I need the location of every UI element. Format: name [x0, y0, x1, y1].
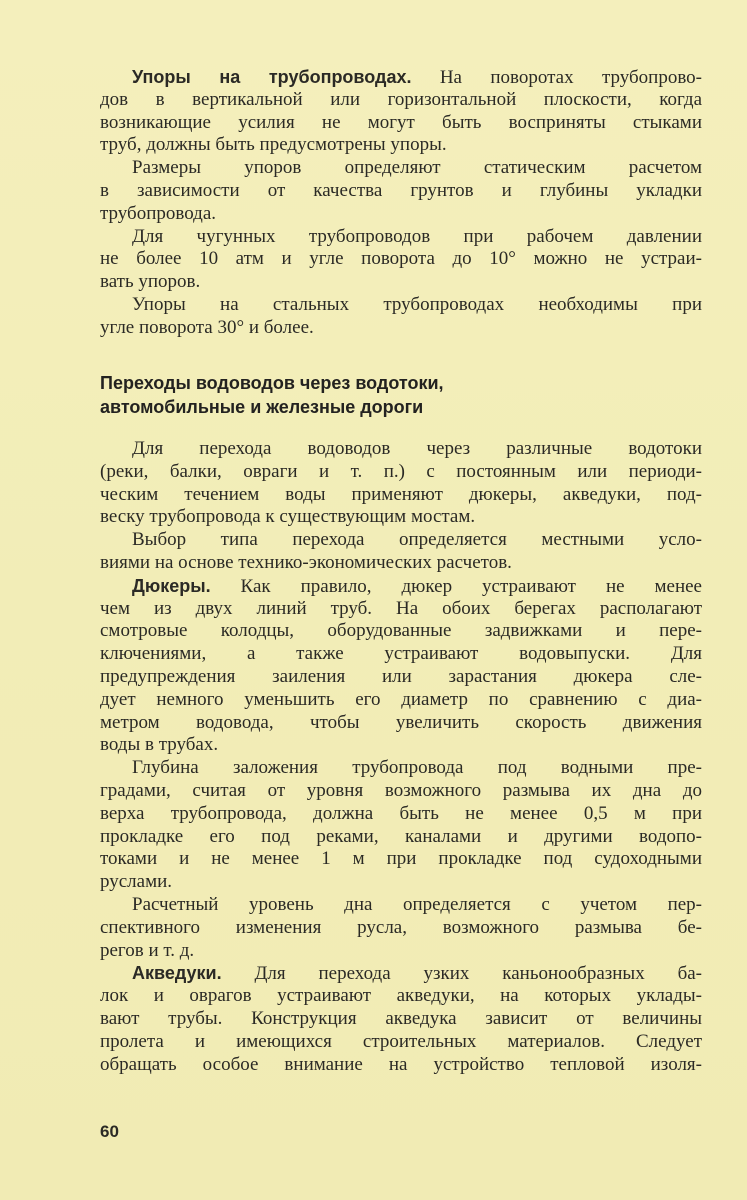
- text-line: Выбор типа перехода определяется местными усло-: [132, 529, 702, 551]
- section-heading-line1: Переходы водоводов через водотоки,: [100, 373, 444, 393]
- text-line: спективного изменения русла, возможного размыва бе-: [100, 916, 702, 938]
- text-line: прокладке его под реками, каналами и другими водопо-: [100, 825, 702, 847]
- text-line: предупреждения заиления или зарастания дюкера сле-: [100, 665, 702, 687]
- text-line: виями на основе технико-экономических расчетов.: [100, 551, 512, 573]
- text-line: метром водовода, чтобы увеличить скорость движения: [100, 711, 702, 733]
- text-line: Для чугунных трубопроводов при рабочем давлении: [132, 225, 702, 247]
- text-line: в зависимости от качества грунтов и глубины укладки: [100, 179, 702, 201]
- section-heading-line2: автомобильные и железные дороги: [100, 397, 424, 417]
- text-line: Упоры на трубопроводах. На поворотах трубопрово-: [132, 67, 702, 88]
- text-line: Акведуки. Для перехода узких каньонообразных ба-: [132, 963, 702, 985]
- text-line: воды в трубах.: [100, 734, 219, 756]
- text-line: Дюкеры. Как правило, дюкер устраивают не менее: [132, 575, 702, 597]
- lead-heading-supports: Упоры на трубопроводах.: [132, 67, 412, 87]
- lead-heading-dukers: Дюкеры.: [132, 575, 211, 596]
- text-line: регов и т. д.: [100, 939, 195, 961]
- text-line: не более 10 атм и угле поворота до 10° можно не устраи-: [100, 248, 702, 270]
- text-line: обращать особое внимание на устройство тепловой изоля-: [100, 1053, 702, 1075]
- text-line: смотровые колодцы, оборудованные задвижками и пере-: [100, 620, 702, 642]
- text-line: лок и оврагов устраивают акведуки, на которых уклады-: [100, 985, 702, 1007]
- section-crossings: [100, 438, 702, 1076]
- text-line: ключениями, а также устраивают водовыпуски. Для: [100, 643, 702, 665]
- text-line: токами и не менее 1 м при прокладке под судоходными: [100, 848, 702, 870]
- text-line: вать упоров.: [100, 271, 201, 293]
- text-line: ческим течением воды применяют дюкеры, акведуки, под-: [100, 483, 702, 505]
- text-line: чем из двух линий труб. На обоих берегах располагают: [100, 597, 702, 619]
- text-line: руслами.: [100, 871, 173, 893]
- text-line: возникающие усилия не могут быть восприняты стыками: [100, 111, 702, 133]
- text-line: Размеры упоров определяют статическим расчетом: [132, 157, 702, 179]
- text-line: верха трубопровода, должна быть не менее 0,5 м при: [100, 802, 702, 824]
- text-line: Расчетный уровень дна определяется с учетом пер-: [132, 893, 702, 915]
- text-line: веску трубопровода к существующим мостам.: [100, 506, 476, 528]
- text-line: Упоры на стальных трубопроводах необходимы при: [132, 293, 702, 315]
- text-line: угле поворота 30° и более.: [100, 316, 314, 338]
- text-line: дует немного уменьшить его диаметр по сравнению с диа-: [100, 688, 702, 710]
- text-line: дов в вертикальной или горизонтальной плоскости, когда: [100, 88, 702, 110]
- lead-heading-aqueducts: Акведуки.: [132, 963, 222, 984]
- text-line: трубопровода.: [100, 202, 217, 224]
- page-number: 60: [100, 1122, 119, 1141]
- text-line: труб, должны быть предусмотрены упоры.: [100, 134, 447, 156]
- text-line: (реки, балки, овраги и т. п.) с постоянным или периоди-: [100, 460, 702, 482]
- text-line: пролета и имеющихся строительных материалов. Следует: [100, 1030, 702, 1052]
- text-line: Глубина заложения трубопровода под водными пре-: [132, 757, 702, 779]
- text-line: вают трубы. Конструкция акведука зависит от величины: [100, 1007, 702, 1029]
- text-line: Для перехода водоводов через различные водотоки: [132, 438, 702, 459]
- text-line: градами, считая от уровня возможного размыва их дна до: [100, 779, 702, 801]
- section-supports: [100, 66, 702, 340]
